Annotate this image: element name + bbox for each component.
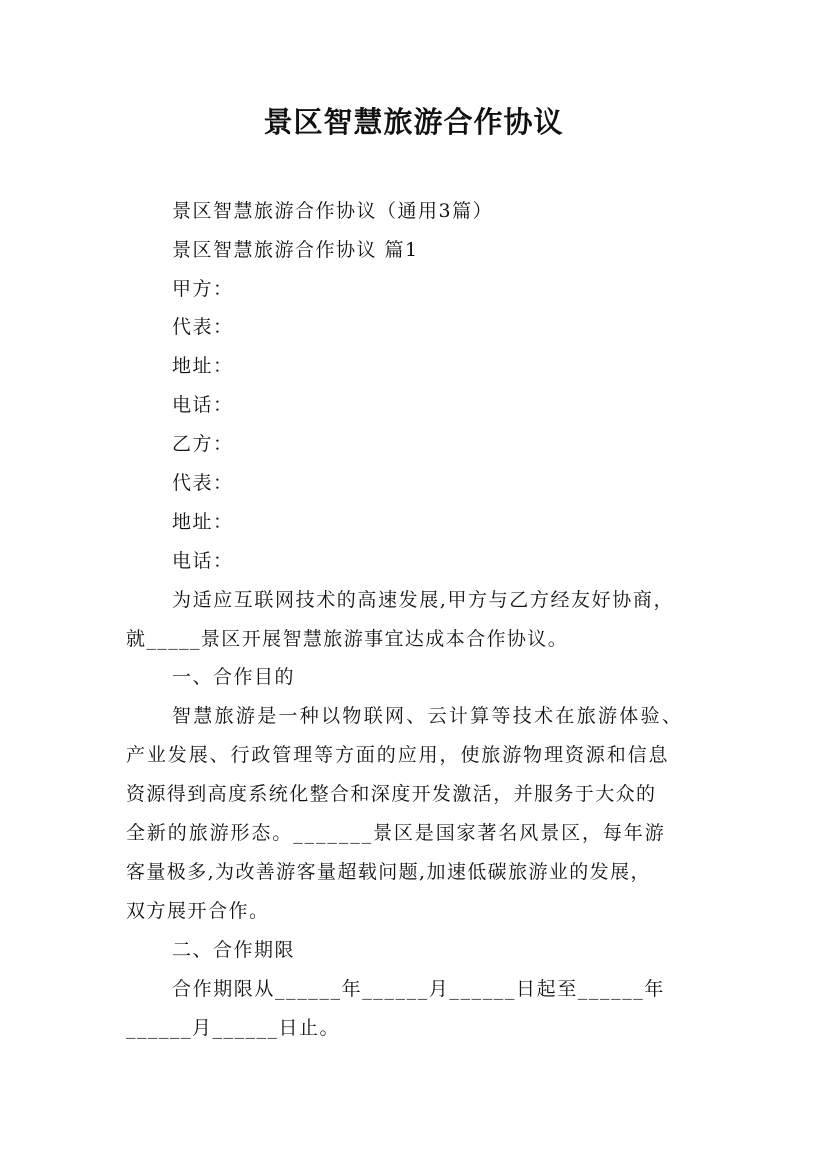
- party-a-phone: 电话：: [172, 394, 234, 416]
- subtitle-line: 景区智慧旅游合作协议（通用3篇）: [172, 200, 494, 222]
- purpose-paragraph-line: 产业发展、行政管理等方面的应用，使旅游物理资源和信息: [126, 744, 670, 766]
- term-paragraph-line: 合作期限从______年______月______日起至______年: [172, 978, 666, 1000]
- party-a-address: 地址：: [172, 355, 234, 377]
- party-b-phone: 电话：: [172, 550, 234, 572]
- purpose-paragraph-line: 资源得到高度系统化整合和深度开发激活，并服务于大众的: [126, 783, 657, 805]
- purpose-paragraph-line: 智慧旅游是一种以物联网、云计算等技术在旅游体验、: [172, 705, 684, 727]
- purpose-paragraph-line: 双方展开合作。: [126, 900, 270, 922]
- document-title: 景区智慧旅游合作协议: [263, 105, 564, 139]
- section-heading-term: 二、合作期限: [172, 939, 296, 961]
- intro-paragraph-line: 为适应互联网技术的高速发展,甲方与乙方经友好协商，: [172, 589, 675, 611]
- party-b-representative: 代表：: [172, 472, 234, 494]
- intro-paragraph-line: 就_____景区开展智慧旅游事宜达成本合作协议。: [126, 628, 569, 650]
- purpose-paragraph-line: 客量极多,为改善游客量超载问题,加速低碳旅游业的发展，: [126, 861, 651, 883]
- section-heading-part1: 景区智慧旅游合作协议 篇1: [172, 239, 419, 261]
- purpose-paragraph-line: 全新的旅游形态。_______景区是国家著名风景区，每年游: [126, 822, 666, 844]
- party-a-representative: 代表：: [172, 316, 234, 338]
- term-paragraph-line: ______月______日止。: [126, 1017, 341, 1039]
- party-a-label: 甲方：: [172, 278, 234, 300]
- section-heading-purpose: 一、合作目的: [172, 666, 296, 688]
- party-b-label: 乙方：: [172, 433, 234, 455]
- party-b-address: 地址：: [172, 511, 234, 533]
